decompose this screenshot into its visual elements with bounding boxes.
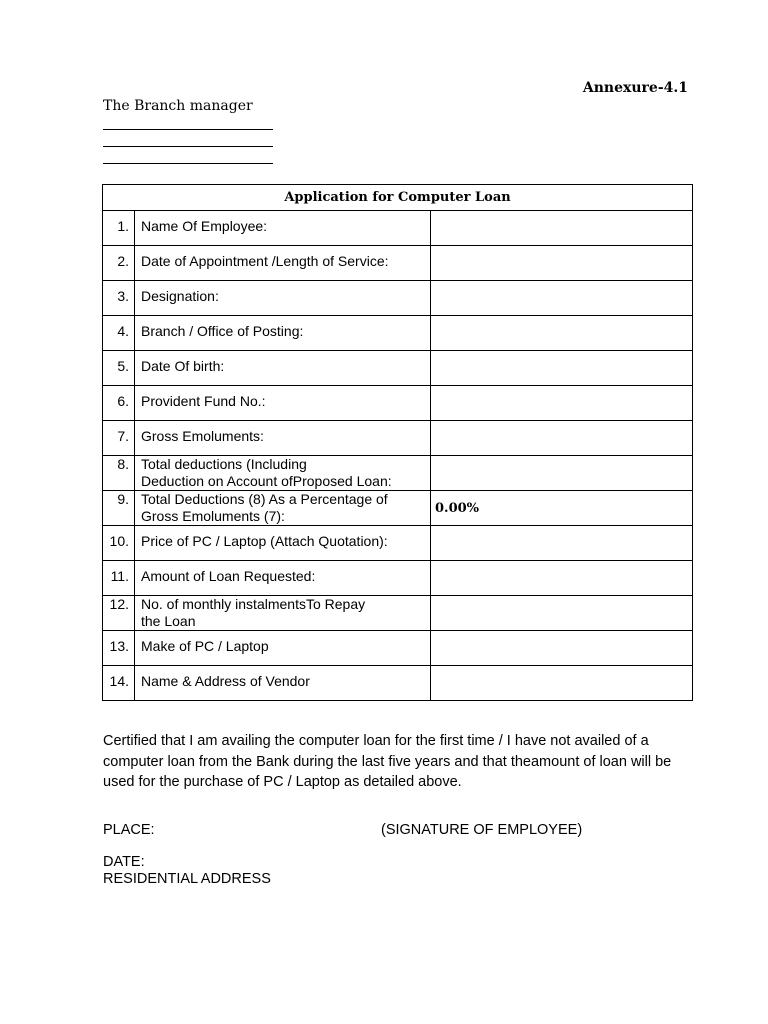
row-number: 6. <box>103 386 135 421</box>
table-row <box>103 386 693 421</box>
row-number: 2. <box>103 246 135 281</box>
row-value-field[interactable] <box>431 561 693 596</box>
row-value-field[interactable] <box>431 596 693 631</box>
row-value-field[interactable] <box>431 211 693 246</box>
table-row <box>103 596 693 631</box>
row-value-field[interactable] <box>431 421 693 456</box>
loan-application-table <box>102 184 693 701</box>
row-label: Make of PC / Laptop <box>135 631 431 666</box>
row-label: Date Of birth: <box>135 351 431 386</box>
table-row <box>103 351 693 386</box>
table-row <box>103 456 693 491</box>
row-label: Price of PC / Laptop (Attach Quotation): <box>135 526 431 561</box>
table-row <box>103 631 693 666</box>
row-value-field[interactable]: 0.00% <box>431 491 693 526</box>
row-number: 4. <box>103 316 135 351</box>
row-value-field[interactable] <box>431 316 693 351</box>
row-number: 9. <box>103 491 135 526</box>
row-label: Designation: <box>135 281 431 316</box>
row-value-field[interactable] <box>431 246 693 281</box>
table-row <box>103 561 693 596</box>
place-label: PLACE: <box>103 822 155 838</box>
table-row <box>103 246 693 281</box>
table-row <box>103 666 693 701</box>
row-value-field[interactable] <box>431 526 693 561</box>
row-label: Name Of Employee: <box>135 211 431 246</box>
row-number: 12. <box>103 596 135 631</box>
row-number: 10. <box>103 526 135 561</box>
table-row <box>103 316 693 351</box>
row-number: 8. <box>103 456 135 491</box>
row-label: Total deductions (Including Deduction on Account ofProposed Loan: <box>135 456 431 491</box>
row-label: Provident Fund No.: <box>135 386 431 421</box>
row-value-field[interactable] <box>431 386 693 421</box>
table-row <box>103 421 693 456</box>
addressee: The Branch manager <box>103 98 253 114</box>
row-label: Total Deductions (8) As a Percentage of Gross Emoluments (7): <box>135 491 431 526</box>
address-line-2 <box>103 146 273 147</box>
table-row <box>103 281 693 316</box>
signature-label: (SIGNATURE OF EMPLOYEE) <box>381 822 583 838</box>
address-line-3 <box>103 163 273 164</box>
row-label: Gross Emoluments: <box>135 421 431 456</box>
row-value-field[interactable] <box>431 631 693 666</box>
row-value-field[interactable] <box>431 281 693 316</box>
certification-text: Certified that I am availing the computer loan for the first time / I have not availed of a computer loan from the Bank during the last five years and that theamount of loan will be used for the purchase of PC / Laptop as detailed above. <box>103 733 672 790</box>
table-row <box>103 211 693 246</box>
table-title: Application for Computer Loan <box>103 185 693 211</box>
row-number: 3. <box>103 281 135 316</box>
row-number: 14. <box>103 666 135 701</box>
row-label: Name & Address of Vendor <box>135 666 431 701</box>
table-row <box>103 526 693 561</box>
row-number: 5. <box>103 351 135 386</box>
date-label: DATE: <box>103 854 145 870</box>
row-number: 13. <box>103 631 135 666</box>
row-label: Branch / Office of Posting: <box>135 316 431 351</box>
row-value-field[interactable] <box>431 456 693 491</box>
row-label: Amount of Loan Requested: <box>135 561 431 596</box>
annexure-number: Annexure-4.1 <box>582 80 688 96</box>
row-number: 11. <box>103 561 135 596</box>
address-line-1 <box>103 129 273 130</box>
row-label: Date of Appointment /Length of Service: <box>135 246 431 281</box>
row-value-field[interactable] <box>431 351 693 386</box>
row-label: No. of monthly instalmentsTo Repay the Loan <box>135 596 431 631</box>
table-row <box>103 491 693 526</box>
row-value-field[interactable] <box>431 666 693 701</box>
row-number: 7. <box>103 421 135 456</box>
row-number: 1. <box>103 211 135 246</box>
residential-address-label: RESIDENTIAL ADDRESS <box>103 871 271 887</box>
